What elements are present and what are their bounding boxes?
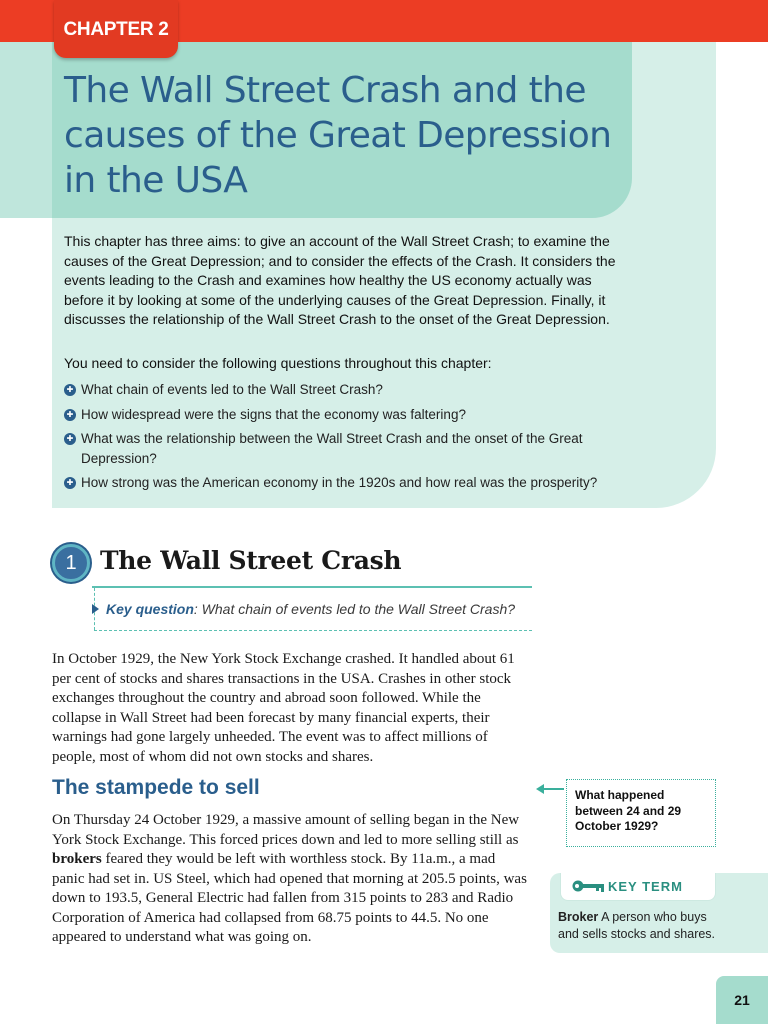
page-number-text: 21 — [734, 992, 750, 1008]
list-item-text: How widespread were the signs that the economy was faltering? — [81, 406, 466, 422]
section-number-badge — [52, 544, 90, 582]
bullet-icon: ✚ — [64, 384, 76, 396]
section-number: 1 — [65, 552, 77, 574]
key-term-definition — [558, 909, 718, 943]
section-title: The Wall Street Crash — [100, 546, 402, 575]
list-item — [64, 429, 644, 468]
subheading: The stampede to sell — [52, 776, 260, 799]
chapter-tab — [54, 0, 178, 58]
bullet-icon: ✚ — [64, 477, 76, 489]
key-question — [106, 601, 515, 617]
chapter-aims-intro: This chapter has three aims: to give an account of the Wall Street Crash; to examine the causes of the Great Depression; and to consider the effects of the Crash. It considers the events leading to the Crash and examines how healthy the US economy actually was before it by looking at some of the underlying causes of the Great Depression. Finally, it discusses the relationship of the Wall Street Crash to the onset of the Great Depression. — [64, 233, 616, 327]
chapter-title-line-2: causes of the Great Depression — [64, 115, 612, 156]
chapter-title-panel — [52, 42, 632, 218]
chapter-title — [64, 68, 624, 203]
key-term-label: KEY TERM — [608, 879, 683, 894]
list-item — [64, 405, 644, 425]
margin-question-box — [566, 779, 716, 847]
body-paragraph-2 — [52, 811, 530, 948]
key-term-word: Broker — [558, 910, 599, 924]
chapter-title-line-1: The Wall Street Crash and the — [64, 70, 586, 111]
page-number — [716, 976, 768, 1024]
list-item — [64, 380, 644, 400]
list-item-text: What was the relationship between the Wall Street Crash and the onset of the Great Depression? — [81, 431, 583, 466]
list-item-text: What chain of events led to the Wall Street Crash? — [81, 382, 383, 397]
title-left-band — [0, 42, 60, 218]
triangle-arrow-icon — [92, 604, 99, 614]
body-paragraph-1: In October 1929, the New York Stock Exchange crashed. It handled about 61 per cent of stocks and shares transactions in the USA. Crashes in other stock exchanges throughout the country and abroad soon followed. While the collapse in Wall Street had been forecast by many financial experts, their warnings had gone largely unheeded. The event was to affect millions of people, most of whom did not own stocks and shares. — [52, 651, 515, 765]
body-paragraph-2-start: On Thursday 24 October 1929, a massive amount of selling began in the New York Stock Exchange. This forced prices down and led to more selling still as — [52, 812, 520, 848]
list-item-text: How strong was the American economy in the 1920s and how real was the prosperity? — [81, 475, 598, 490]
key-term-definition-text: A person who buys and sells stocks and shares. — [558, 910, 716, 941]
arrow-left-icon — [536, 784, 544, 794]
chapter-tab-label: CHAPTER 2 — [63, 19, 169, 40]
bullet-icon: ✚ — [64, 433, 76, 445]
key-icon — [572, 879, 606, 893]
bullet-icon: ✚ — [64, 409, 76, 421]
key-question-label: Key question — [106, 601, 194, 617]
section-title-rule — [92, 586, 532, 588]
key-question-frame-bottom — [94, 630, 532, 631]
margin-question-text: What happened between 24 and 29 October 1929? — [575, 788, 682, 833]
list-item — [64, 473, 644, 493]
chapter-questions-list — [64, 380, 644, 498]
questions-intro: You need to consider the following questions throughout this chapter: — [64, 355, 492, 371]
chapter-title-line-3: in the USA — [64, 160, 248, 201]
key-term-highlight: brokers — [52, 851, 102, 867]
key-question-text: : What chain of events led to the Wall Street Crash? — [193, 601, 516, 617]
body-paragraph-2-end: feared they would be left with worthless stock. By 11a.m., a mad panic had set in. US Steel, which had opened that morning at 205.5 points, was down to 193.5, General Electric had fallen from 315 points to 283 and Radio Corporation of America had collapsed from 68.75 points to 44.5. No one appeared to understand what was going on. — [52, 851, 527, 945]
